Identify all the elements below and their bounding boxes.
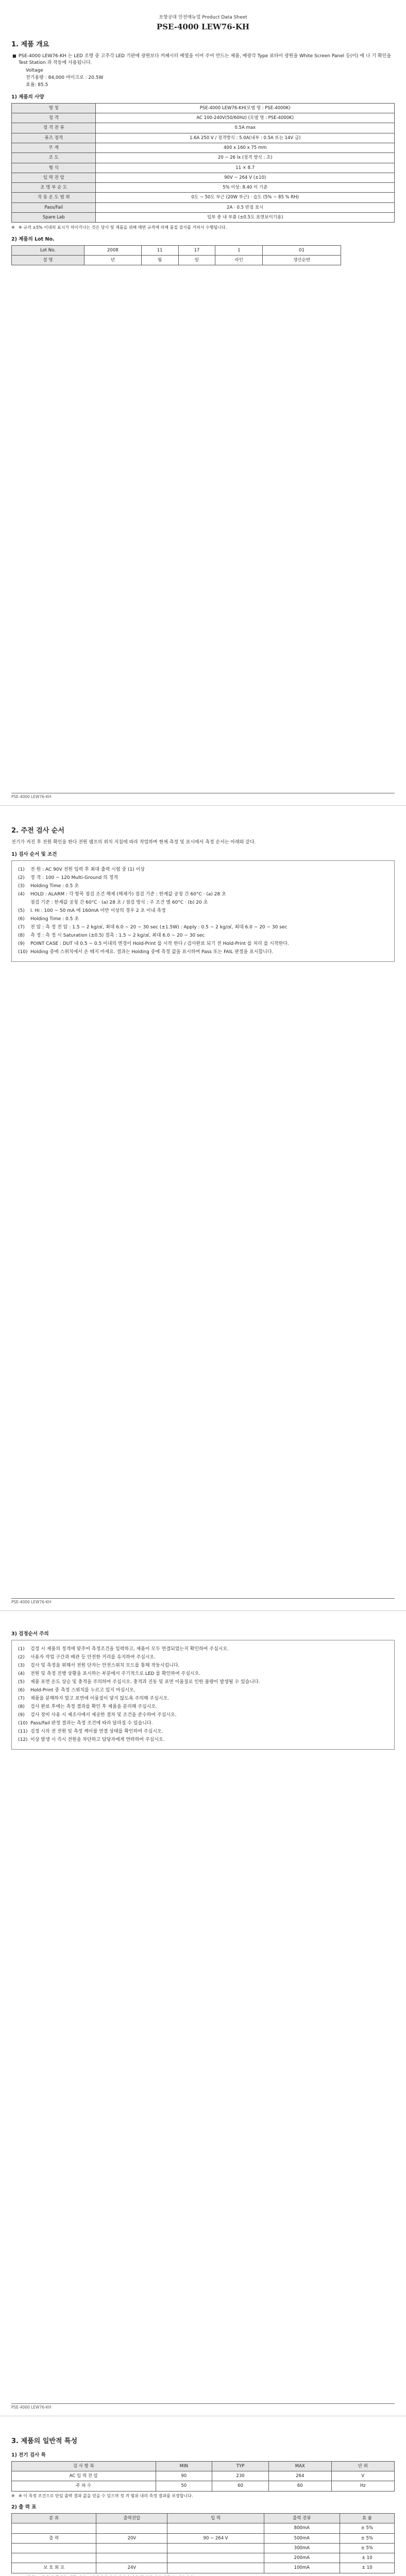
test-step-number: (5) — [18, 908, 25, 913]
spec-row — [12, 163, 395, 173]
doc-model-title: PSE-4000 LEW76-KH — [156, 22, 250, 32]
spec-label: 입 력 전 압 — [12, 173, 96, 182]
output-table-row — [12, 2563, 395, 2573]
section-overview-title: 1. 제품 개요 — [11, 40, 49, 48]
output-table-cell: 800mA — [264, 2523, 340, 2533]
test-step — [17, 867, 389, 873]
spec-value: AC 100-240V(50/60Hz) (모델 명 : PSE-4000K) — [96, 113, 395, 123]
test-step-text: I. Hi : 100 ~ 50 mA 에 160mA 미만 이상의 경우 2 초 이내 측정 — [30, 908, 166, 913]
page-footer: PSE-4000 LEW76-KH — [11, 2403, 395, 2411]
caution-order-text: 검사 완료 후에는 측정 결과를 확인 후 제품을 분리해 주십시오. — [30, 1704, 157, 1710]
output-table-cell: 300mA — [264, 2543, 340, 2553]
spec-row — [12, 153, 395, 163]
output-table-cell — [167, 2563, 264, 2573]
test-step-number: (3) — [18, 883, 25, 889]
caution-order-item — [17, 1663, 389, 1669]
spec-row — [12, 103, 395, 113]
lot-cell: 월 — [141, 256, 178, 265]
output-table-cell: ± 5% — [340, 2543, 394, 2553]
lot-table — [11, 245, 341, 266]
spec-label: 정 격 — [12, 113, 96, 123]
test-step — [17, 949, 389, 956]
caution-order-text: 제품 표면 온도 상승 및 충격을 주의하여 주십시오. 충격과 진동 및 표면 이물질로 인한 불량이 발생될 수 있습니다. — [30, 1679, 260, 1685]
output-table-cell: 90 ~ 264 V — [167, 2533, 264, 2543]
output-table — [11, 2513, 395, 2573]
spec-value: 11 × 8.7 — [96, 163, 395, 173]
elec-table-cell: 주 파 수 — [12, 2481, 156, 2491]
test-step-text: 측 정 : 측 정 시 Saturation (±0.5) 접촉 : 1.5 ~ 2 kg/㎠, 최대 6.0 ~ 20 ~ 30 sec — [30, 933, 205, 939]
spec-value: 2A · 0.5 반점 표시 — [96, 202, 395, 212]
elec-table-header: MIN — [156, 2461, 212, 2471]
test-step-number: (9) — [18, 941, 25, 947]
caution-order-number: (12) — [18, 1737, 28, 1743]
spec-note: ※ ※ 규격 ±5% 이내의 표시가 차이가나는 것은 당사 및 제품을 위해 매번 규격에 의해 품질 검사를 거쳐서 수행됩니다. — [11, 225, 395, 231]
output-table-cell: ± 10 — [340, 2563, 394, 2573]
caution-order-number: (3) — [18, 1663, 25, 1668]
section-general-title: 3. 제품의 일반적 특성 — [11, 2437, 78, 2445]
test-step-number: (2) — [18, 875, 25, 880]
output-table-header: 출력전압 — [96, 2513, 167, 2523]
caution-order-text: 사용자 작업 구간과 배관 등 안전한 거리를 유지하여 주십시오. — [30, 1654, 156, 1660]
caution-order-text: Pass/Fail 판정 결과는 측정 조건에 따라 달라질 수 있습니다. — [30, 1721, 153, 1726]
spec-label: 조 도 — [12, 153, 96, 163]
elec-table-cell: AC 입 력 전 압 — [12, 2471, 156, 2481]
overview-line: 전기용량 : 84,000 마이크로 : 20.5W — [26, 75, 104, 80]
output-table-row — [12, 2523, 395, 2533]
output-table-cell: 20V — [96, 2533, 167, 2543]
spec-value: 입부 중 내 부품 (±0.5도 표면보이기용) — [96, 213, 395, 223]
test-steps — [11, 860, 395, 962]
caution-order-item — [17, 1679, 389, 1686]
output-table-cell: 출 력 — [12, 2533, 96, 2543]
caution-order-number: (5) — [18, 1679, 25, 1685]
elec-table-title: 1) 전기 검사 특 — [11, 2452, 46, 2458]
test-step-number: (10) — [18, 950, 28, 955]
spec-value: 5% 이상: 8.40 이 기준 — [96, 183, 395, 193]
caution-order-text: 검사 장비 사용 시 제조사에서 제공한 절차 및 조건을 준수하여 주십시오. — [30, 1713, 177, 1718]
output-table-row — [12, 2543, 395, 2553]
output-table-title: 2) 출 력 표 — [11, 2504, 37, 2511]
output-table-cell: 보 호 회 로 — [12, 2563, 96, 2573]
output-table-row — [12, 2533, 395, 2543]
spec-value: 400 x 160 x 75 mm — [96, 143, 395, 152]
spec-label: 무 게 — [12, 143, 96, 152]
output-table-header: 출력 전류 — [264, 2513, 340, 2523]
test-step — [17, 916, 389, 923]
output-table-row — [12, 2553, 395, 2563]
spec-value: 90V ~ 264 V (±10) — [96, 173, 395, 182]
test-step-number: (8) — [18, 933, 25, 939]
output-table-cell: 500mA — [264, 2533, 340, 2543]
lot-cell: 17 — [178, 245, 215, 255]
spec-row — [12, 183, 395, 193]
caution-order-number: (4) — [18, 1671, 25, 1676]
test-step-number: (1) — [18, 867, 25, 872]
spec-value: 0.5A max — [96, 123, 395, 133]
elec-table-cell: V — [331, 2471, 394, 2481]
test-step — [17, 941, 389, 947]
test-step-text: Holding Time : 0.5 초 — [30, 916, 79, 922]
elec-table-header: 단 위 — [331, 2461, 394, 2471]
caution-order-title: 3) 검정순서 주의 — [11, 1631, 49, 1637]
output-table-cell: 200mA — [264, 2553, 340, 2563]
output-table-cell: ± 10 — [340, 2553, 394, 2563]
caution-order-number: (8) — [18, 1704, 25, 1710]
caution-order-text: 이상 발생 시 즉시 전원을 차단하고 담당자에게 연락하여 주십시오. — [30, 1737, 165, 1743]
spec-value: 20 ~ 26 lx (정격 방식 : 초) — [96, 153, 395, 163]
caution-order-item — [17, 1671, 389, 1677]
elec-table-cell: 264 — [268, 2471, 331, 2481]
spec-label: 퓨즈 정격 — [12, 133, 96, 143]
spec-label: Pass/Fail — [12, 202, 96, 212]
overview-line: Voltage — [26, 67, 43, 73]
caution-order-item — [17, 1704, 389, 1710]
caution-order-number: (1) — [18, 1646, 25, 1652]
test-step-text: 전 원 : AC 90V 전원 입력 후 최대 출력 시험 중 (1) 이상 — [30, 867, 145, 872]
test-step-number: (7) — [18, 924, 25, 930]
test-step — [17, 900, 389, 906]
spec-value: PSE-4000 LEW76-KH(모델 명 : PSE-4000K) — [96, 103, 395, 113]
output-table-cell — [96, 2553, 167, 2563]
spec-label: 명 칭 — [12, 103, 96, 113]
test-step — [17, 891, 389, 898]
output-table-cell — [96, 2523, 167, 2533]
lot-cell: 01 — [263, 245, 341, 255]
overview-bullet: ■ PSE-4000 LEW76-KH 는 LED 조명 중 고추각 LED 기판에 광원보다 커패시터 배열을 이어 주어 만드는 제품, 배광각 Type 료타이 광원을 White Screen Panel 등(이) 에 나 기 확인을 Test Station 과 작동에 사용됩니다. — [11, 53, 395, 66]
output-table-cell — [12, 2553, 96, 2563]
spec-row — [12, 143, 395, 152]
elec-table-cell: 230 — [212, 2471, 269, 2481]
output-table-cell — [167, 2523, 264, 2533]
test-intro: 전기가 켜진 후 전원 확인을 한다 전원 램프의 위치 지침에 따라 작업하며 현재 측정 및 표시에서 측정 순서는 아래와 같다. — [11, 839, 256, 845]
lot-cell: 라인 — [215, 256, 263, 265]
test-step — [17, 875, 389, 882]
caution-order-number: (7) — [18, 1696, 25, 1702]
caution-order-item — [17, 1696, 389, 1702]
spec-value: 1.6A 250 V / 정격방식 : 5.0A(내부 : 0.5A 또는 14V 급) — [96, 133, 395, 143]
spec-row — [12, 133, 395, 143]
elec-table-header: TYP — [212, 2461, 269, 2471]
output-table-cell — [12, 2543, 96, 2553]
lot-table-title: 2) 제품의 Lot No. — [11, 236, 55, 242]
elec-table-cell: 90 — [156, 2471, 212, 2481]
output-table-cell: ± 5% — [340, 2533, 394, 2543]
caution-order-list — [11, 1640, 395, 1750]
lot-cell: 11 — [141, 245, 178, 255]
caution-order-item — [17, 1728, 389, 1735]
test-step-text: Holding Time : 0.5 초 — [30, 883, 79, 889]
spec-row — [12, 202, 395, 212]
output-table-cell: 100mA — [264, 2563, 340, 2573]
lot-cell: 년 — [84, 256, 141, 265]
caution-order-text: 제품을 분해하지 말고 표면에 이물질이 닿지 않도록 주의해 주십시오. — [30, 1696, 170, 1702]
elec-table-row — [12, 2471, 395, 2481]
elec-table — [11, 2461, 395, 2492]
caution-order-item — [17, 1654, 389, 1661]
output-table-cell — [167, 2553, 264, 2563]
caution-order-number: (2) — [18, 1654, 25, 1660]
elec-table-cell: Hz — [331, 2481, 394, 2491]
test-step-text: 전 압 : 측 정 전 압 : 1.5 ~ 2 kg/㎠, 최대 6.0 ~ 20 ~ 30 sec (±1.5W) : Apply : 0.5 ~ 2 kg/㎠, 최대 6.0 ~ 20 ~ 30 sec — [30, 924, 287, 930]
spec-value: 0도 ~ 50도 부근 (20W 부근) · 습도 (5% ~ 85 % RH) — [96, 193, 395, 202]
page-footer: PSE-4000 LEW76-KH — [11, 1598, 395, 1605]
output-table-header: 입 력 — [167, 2513, 264, 2523]
caution-order-number: (9) — [18, 1713, 25, 1718]
spec-row — [12, 213, 395, 223]
elec-table-cell: 60 — [268, 2481, 331, 2491]
test-step-number: (6) — [18, 916, 25, 922]
test-step — [17, 908, 389, 914]
test-proc-title: 1) 검사 순서 및 조건 — [11, 851, 57, 857]
elec-note: ※ ※ 이 측정 조건으로 단일 출력 결과 값을 얻을 수 있으며 정 격 범위 내의 측정 결과를 보장합니다. — [11, 2493, 395, 2499]
caution-order-text: 검정 시작 전 전원 및 측정 케이블 연결 상태를 확인하여 주십시오. — [30, 1729, 163, 1735]
spec-label: 작 동 온 도 범 위 — [12, 193, 96, 202]
page-footer: PSE-4000 LEW76-KH — [11, 793, 395, 800]
test-step — [17, 883, 389, 890]
lot-cell: 설 명 — [12, 256, 84, 265]
test-step — [17, 933, 389, 939]
output-table-header: 효 율 — [340, 2513, 394, 2523]
elec-table-cell: 50 — [156, 2481, 212, 2491]
test-step-text: HOLD : ALARM : 각 항목 점검 조건 해제 (해제가) 점검 기준 : 한계값 공칭 간 60°C · (a) 28 초 — [30, 891, 226, 897]
elec-table-cell: 60 — [212, 2481, 269, 2491]
spec-label: 정 격 전 류 — [12, 123, 96, 133]
test-step — [17, 924, 389, 931]
elec-table-header: MAX — [268, 2461, 331, 2471]
caution-order-text: Hold-Print 중 측정 스위치를 누르고 있지 마십시오. — [30, 1688, 136, 1693]
caution-order-item — [17, 1737, 389, 1743]
spec-label: Spare Lab — [12, 213, 96, 223]
elec-table-row — [12, 2481, 395, 2491]
lot-cell: Lot No. — [12, 245, 84, 255]
caution-order-text: 전원 및 측정 진행 상황을 표시하는 부분에서 주기적으로 LED 를 확인하여 주십시오. — [30, 1671, 201, 1676]
output-table-header: 분 류 — [12, 2513, 96, 2523]
test-step-text: 점검 기준 : 한계값 공칭 간 60°C · (a) 28 초 / 점검 방식 : 주 조건 별 60°C · (b) 20 초 — [30, 900, 208, 905]
spec-row — [12, 173, 395, 182]
lot-cell: 2008 — [84, 245, 141, 255]
test-step-text: 정 격 : 100 ~ 120 Multi-Ground 의 정격 — [30, 875, 118, 880]
caution-order-item — [17, 1712, 389, 1719]
elec-table-header: 검 사 항 목 — [12, 2461, 156, 2471]
page-3 — [0, 1611, 406, 2416]
doc-header: 포항공대 안전매뉴얼 Product Data Sheet — [159, 15, 247, 20]
caution-order-item — [17, 1720, 389, 1727]
output-table-cell: 24V — [96, 2563, 167, 2573]
caution-order-number: (11) — [18, 1729, 28, 1735]
output-table-cell — [167, 2543, 264, 2553]
spec-table — [11, 103, 395, 223]
caution-order-number: (10) — [18, 1721, 28, 1726]
test-step-text: POINT CASE : DUT 내 0.5 ~ 0.5 이내의 변경이 Hold-Print 를 시작 한다 / 검사완료 되기 전 Hold-Print 를 처리 를 시작한다. — [30, 941, 289, 947]
caution-order-item — [17, 1687, 389, 1694]
output-table-cell — [96, 2543, 167, 2553]
page-2 — [0, 805, 406, 1611]
test-step-number: (4) — [18, 891, 25, 897]
caution-order-number: (6) — [18, 1688, 25, 1693]
caution-order-item — [17, 1646, 389, 1653]
section-test-title: 2. 주전 검사 순서 — [11, 827, 64, 835]
spec-row — [12, 123, 395, 133]
spec-row — [12, 193, 395, 202]
spec-label: 형 식 — [12, 163, 96, 173]
page-4 — [0, 2416, 406, 2576]
caution-order-text: 검정 시 제품의 정격에 맞추어 측정조건을 입력하고, 제품이 모두 연결되었는지 확인하여 주십시오. — [30, 1646, 229, 1652]
lot-cell: 1 — [215, 245, 263, 255]
spec-label: 조 명 부 순 도 — [12, 183, 96, 193]
page-1 — [0, 0, 406, 805]
lot-cell: 생산순번 — [263, 256, 341, 265]
spec-row — [12, 113, 395, 123]
caution-order-text: 검사 및 측정을 위해서 전원 단자는 안전스위치 모드를 통해 작동시킵니다. — [30, 1663, 180, 1668]
output-table-cell — [12, 2523, 96, 2533]
spec-table-title: 1) 제품의 사양 — [11, 94, 44, 100]
lot-cell: 일 — [178, 256, 215, 265]
output-table-cell: ± 5% — [340, 2523, 394, 2533]
test-step-text: Holding 중에 스위치에서 손 떼지 마세요. 결과는 Holding 중에 측정 값을 표시하며 Pass 또는 FAIL 판정을 표시합니다. — [30, 950, 274, 955]
overview-line: 효율: 85.5 — [26, 82, 48, 88]
